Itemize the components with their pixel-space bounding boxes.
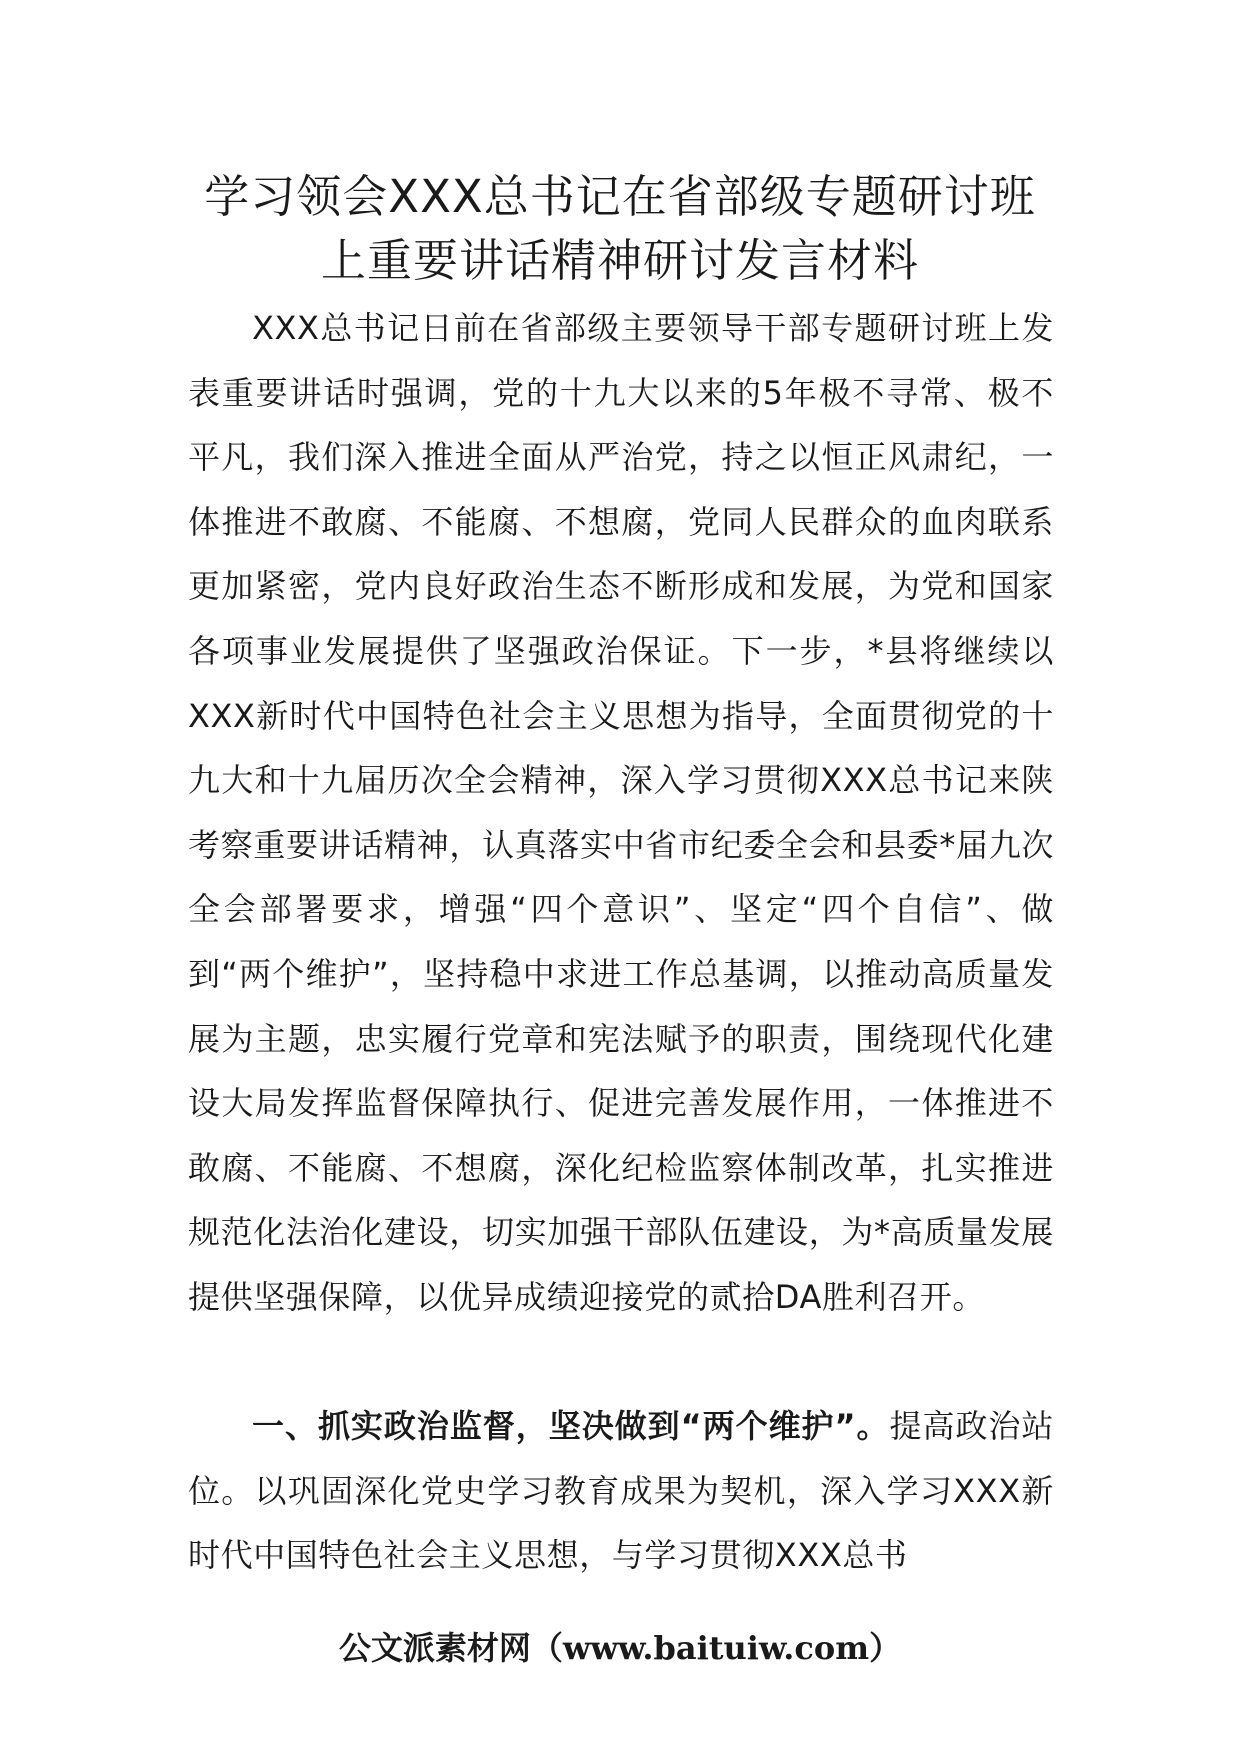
section-heading: 一、抓实政治监督，坚决做到“两个维护”。 (252, 1407, 890, 1445)
section-text: 提高政治站位。以巩固深化党史学习教育成果为契机，深入学习XXX新时代中国特色社会主义思想，与学习贯彻XXX总书 (188, 1407, 1054, 1575)
paragraph-intro: XXX总书记日前在省部级主要领导干部专题研讨班上发表重要讲话时强调，党的十九大以来的5年极不寻常、极不平凡，我们深入推进全面从严治党，持之以恒正风肃纪，一体推进不敢腐、不能腐、不想腐，党同人民群众的血肉联系更加紧密，党内良好政治生态不断形成和发展，为党和国家各项事业发展提供了坚强政治保证。下一步，*县将继续以XXX新时代中国特色社会主义思想为指导，全面贯彻党的十九大和十九届历次全会精神，深入学习贯彻XXX总书记来陕考察重要讲话精神，认真落实中省市纪委全会和县委*届九次全会部署要求，增强“四个意识”、坚定“四个自信”、做到“两个维护”，坚持稳中求进工作总基调，以推动高质量发展为主题，忠实履行党章和宪法赋予的职责，围绕现代化建设大局发挥监督保障执行、促进完善发展作用，一体推进不敢腐、不能腐、不想腐，深化纪检监察体制改革，扎实推进规范化法治化建设，切实加强干部队伍建设，为*高质量发展提供坚强保障，以优异成绩迎接党的贰拾DA胜利召开。 (188, 309, 1054, 1316)
title-line-2: 上重要讲话精神研讨发言材料 (320, 234, 919, 287)
paragraph-section-one (188, 1394, 1054, 1588)
document-title (0, 165, 1240, 293)
title-line-1: 学习领会XXX总书记在省部级专题研讨班 (204, 170, 1036, 223)
footer-watermark: 公文派素材网（www.baituiw.com） (338, 1629, 902, 1667)
